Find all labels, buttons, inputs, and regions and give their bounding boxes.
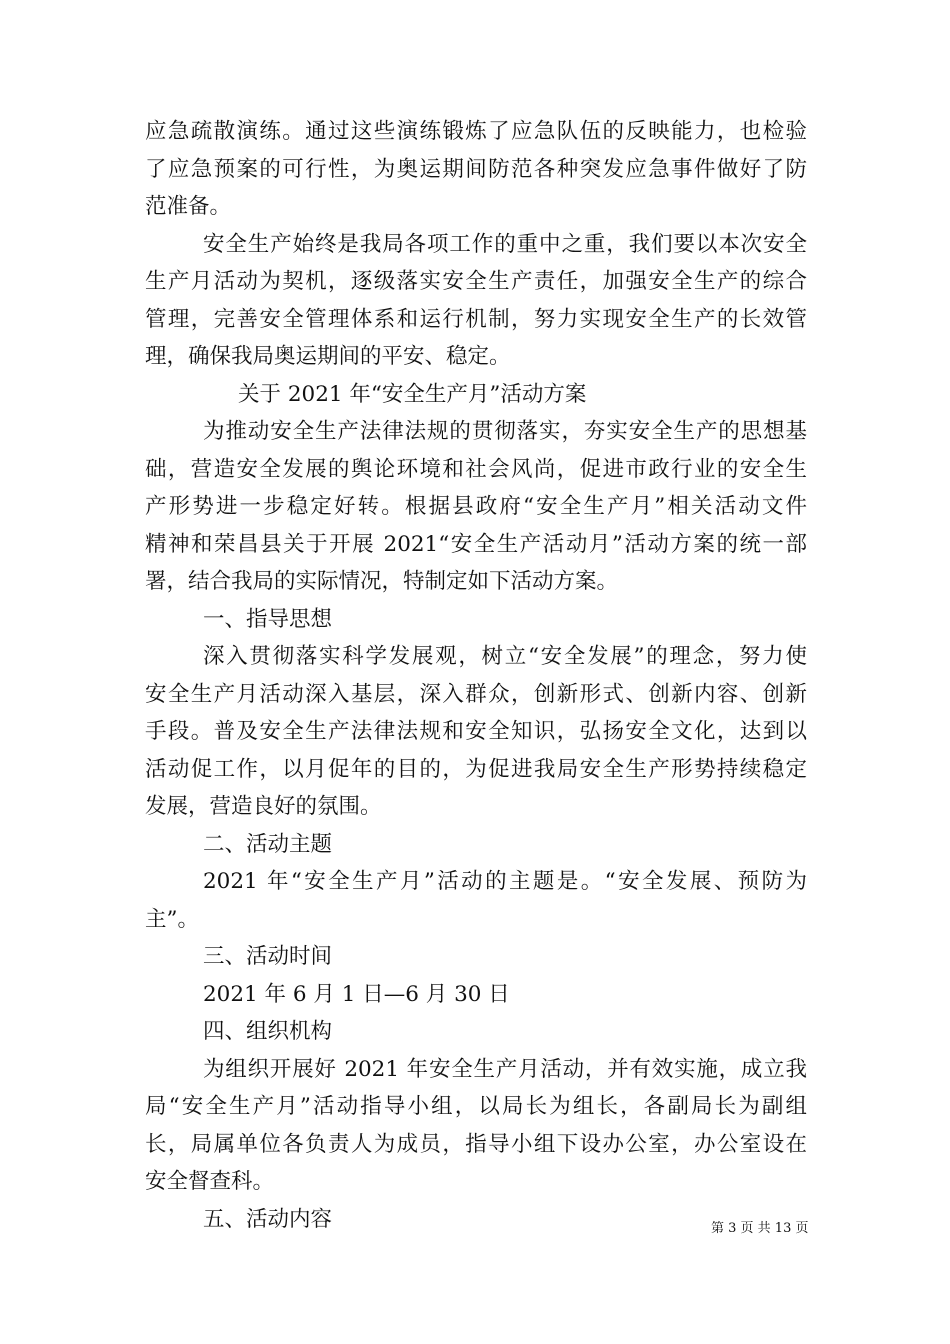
paragraph-start: 为组织开展好 2021 年安全生产月活动，并有效实施，成立我	[203, 1056, 807, 1082]
heading-guiding-ideology: 一、指导思想	[203, 606, 333, 632]
activity-date-range: 2021 年 6 月 1 日—6 月 30 日	[203, 981, 510, 1007]
paragraph-start: 2021 年“安全生产月”活动的主题是。“安全发展、预防为	[203, 869, 807, 894]
body-line: 应急疏散演练。通过这些演练锻炼了应急队伍的反映能力，也检验	[145, 119, 807, 144]
body-line: 手段。普及安全生产法律法规和安全知识，弘扬安全文化，达到以	[145, 719, 807, 744]
body-line: 础，营造安全发展的舆论环境和社会风尚，促进市政行业的安全生	[145, 456, 807, 482]
body-line: 生产月活动为契机，逐级落实安全生产责任，加强安全生产的综合	[145, 269, 807, 294]
body-line: 活动促工作，以月促年的目的，为促进我局安全生产形势持续稳定	[145, 756, 807, 782]
body-line: 主”。	[145, 906, 199, 932]
page-number: 第 3 页 共 13 页	[711, 1221, 809, 1236]
body-line: 精神和荣昌县关于开展 2021“安全生产活动月”活动方案的统一部	[145, 531, 807, 557]
body-line: 局“安全生产月”活动指导小组，以局长为组长，各副局长为副组	[145, 1094, 807, 1119]
body-line: 了应急预案的可行性，为奥运期间防范各种突发应急事件做好了防	[145, 156, 807, 182]
heading-activity-content: 五、活动内容	[203, 1206, 333, 1232]
body-line: 署，结合我局的实际情况，特制定如下活动方案。	[145, 569, 619, 594]
heading-activity-theme: 二、活动主题	[203, 831, 333, 857]
body-line: 理，确保我局奥运期间的平安、稳定。	[145, 344, 511, 369]
document-body	[145, 113, 807, 1238]
body-line: 安全生产月活动深入基层，深入群众，创新形式、创新内容、创新	[145, 681, 807, 707]
body-line: 安全督查科。	[145, 1169, 275, 1194]
body-line: 管理，完善安全管理体系和运行机制，努力实现安全生产的长效管	[145, 306, 807, 332]
body-line: 产形势进一步稳定好转。根据县政府“安全生产月”相关活动文件	[145, 494, 807, 519]
body-line: 长，局属单位各负责人为成员，指导小组下设办公室，办公室设在	[145, 1131, 807, 1157]
section-title: 关于 2021 年“安全生产月”活动方案	[238, 381, 587, 407]
body-line: 范准备。	[145, 194, 232, 219]
paragraph-start: 安全生产始终是我局各项工作的重中之重，我们要以本次安全	[203, 231, 807, 257]
body-line: 发展，营造良好的氛围。	[145, 794, 382, 819]
paragraph-start: 为推动安全生产法律法规的贯彻落实，夯实安全生产的思想基	[203, 419, 807, 444]
paragraph-start: 深入贯彻落实科学发展观，树立“安全发展”的理念，努力使	[203, 644, 807, 669]
heading-organization: 四、组织机构	[203, 1019, 333, 1044]
heading-activity-time: 三、活动时间	[203, 944, 333, 969]
